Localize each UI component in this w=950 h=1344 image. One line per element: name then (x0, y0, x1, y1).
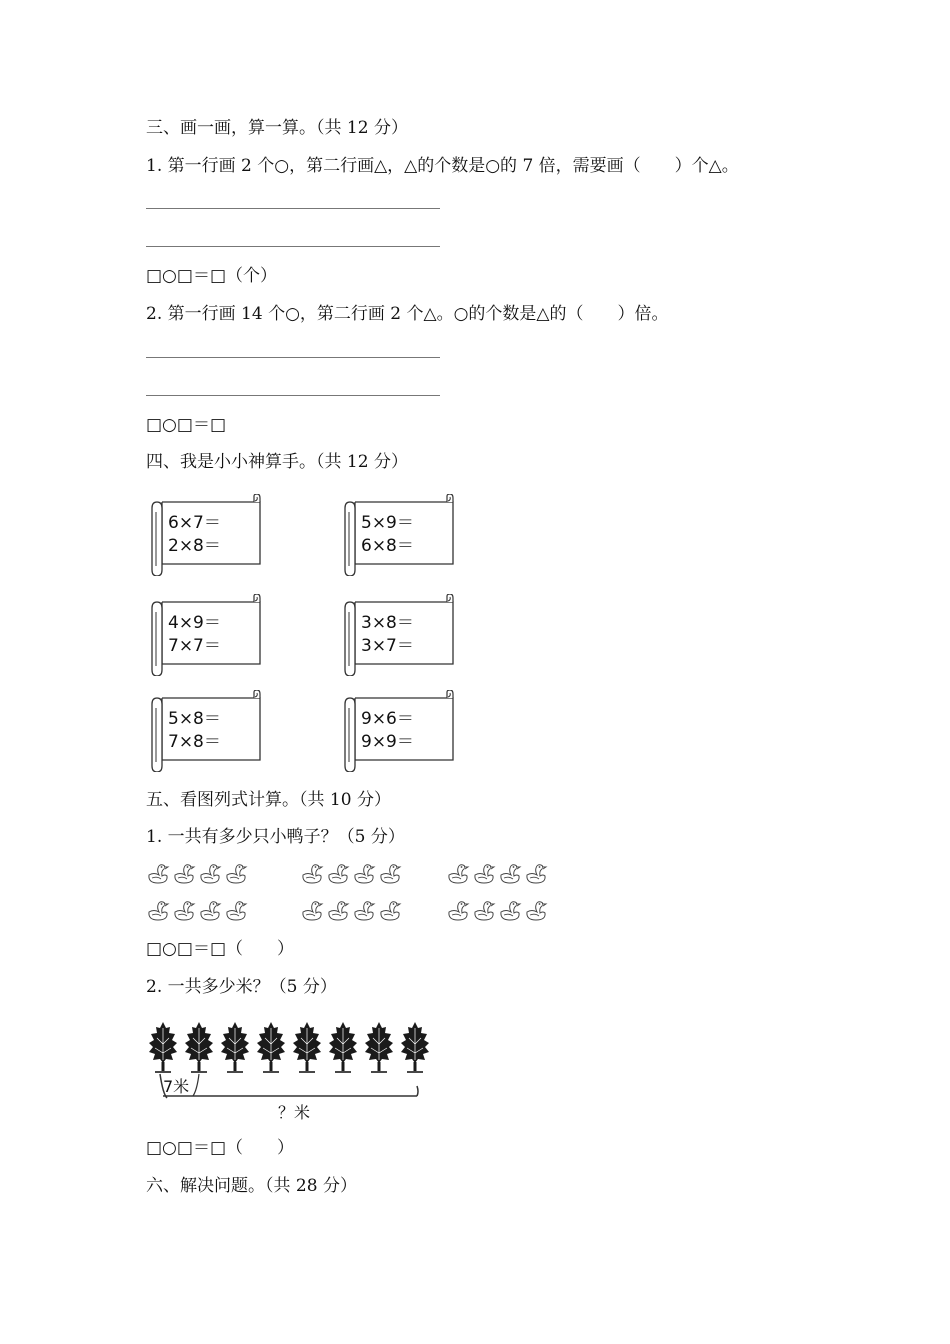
section3-q2: 2. 第一行画 14 个○，第二行画 2 个△。○的个数是△的（ ）倍。 (146, 304, 669, 324)
duck-icon (224, 900, 249, 926)
duck-icon (224, 863, 249, 889)
duck-group (146, 863, 249, 889)
answer-line (146, 208, 440, 209)
scroll-equation: 7×7＝ (168, 636, 221, 656)
section6-title: 六、解决问题。（共 28 分） (146, 1176, 357, 1196)
scroll-equation: 3×7＝ (361, 636, 414, 656)
section3-title: 三、画一画，算一算。（共 12 分） (146, 118, 408, 138)
duck-group (146, 900, 249, 926)
duck-icon (198, 900, 223, 926)
scroll-box (148, 690, 266, 768)
scroll-box (341, 690, 459, 768)
section3-q1-formula: □○□＝□（个） (146, 266, 278, 286)
duck-icon (172, 900, 197, 926)
section5-q2: 2. 一共多少米？（5 分） (146, 977, 337, 997)
scroll-equation: 3×8＝ (361, 613, 414, 633)
scroll-box (341, 494, 459, 572)
section3-q1: 1. 第一行画 2 个○，第二行画△，△的个数是○的 7 倍，需要画（ ）个△。 (146, 156, 739, 176)
duck-icon (146, 863, 171, 889)
tree-icon (146, 1020, 180, 1074)
duck-icon (524, 863, 549, 889)
scroll-box (341, 594, 459, 672)
scroll-equation: 7×8＝ (168, 732, 221, 752)
duck-icon (378, 900, 403, 926)
duck-group (300, 900, 403, 926)
section5-q1: 1. 一共有多少只小鸭子？（5 分） (146, 827, 405, 847)
label-7m: 7米 (163, 1077, 190, 1096)
duck-icon (352, 900, 377, 926)
scroll-equation: 6×8＝ (361, 536, 414, 556)
duck-group (300, 863, 403, 889)
scroll-equation: 5×8＝ (168, 709, 221, 729)
tree-icon (398, 1020, 432, 1074)
tree-icon (290, 1020, 324, 1074)
duck-group (446, 900, 549, 926)
scroll-box (148, 494, 266, 572)
scroll-equation: 2×8＝ (168, 536, 221, 556)
section5-q1-formula: □○□＝□（ ） (146, 939, 295, 959)
duck-icon (378, 863, 403, 889)
duck-icon (198, 863, 223, 889)
duck-icon (300, 900, 325, 926)
scroll-box (148, 594, 266, 672)
section4-title: 四、我是小小神算手。（共 12 分） (146, 452, 408, 472)
duck-icon (472, 863, 497, 889)
duck-icon (498, 863, 523, 889)
label-total: ？米 (278, 1103, 311, 1122)
scroll-equation: 6×7＝ (168, 513, 221, 533)
duck-icon (146, 900, 171, 926)
duck-icon (172, 863, 197, 889)
section5-title: 五、看图列式计算。（共 10 分） (146, 790, 391, 810)
duck-icon (326, 900, 351, 926)
answer-line (146, 395, 440, 396)
duck-icon (498, 900, 523, 926)
section3-q2-formula: □○□＝□ (146, 415, 227, 435)
duck-icon (352, 863, 377, 889)
duck-icon (472, 900, 497, 926)
answer-line (146, 357, 440, 358)
section5-q2-formula: □○□＝□（ ） (146, 1138, 295, 1158)
tree-icon (182, 1020, 216, 1074)
duck-icon (524, 900, 549, 926)
scroll-equation: 9×6＝ (361, 709, 414, 729)
tree-icon (326, 1020, 360, 1074)
duck-icon (446, 863, 471, 889)
tree-icon (362, 1020, 396, 1074)
duck-group (446, 863, 549, 889)
scroll-equation: 4×9＝ (168, 613, 221, 633)
duck-icon (300, 863, 325, 889)
tree-icon (254, 1020, 288, 1074)
duck-icon (326, 863, 351, 889)
scroll-equation: 5×9＝ (361, 513, 414, 533)
tree-icon (218, 1020, 252, 1074)
scroll-equation: 9×9＝ (361, 732, 414, 752)
answer-line (146, 246, 440, 247)
duck-icon (446, 900, 471, 926)
